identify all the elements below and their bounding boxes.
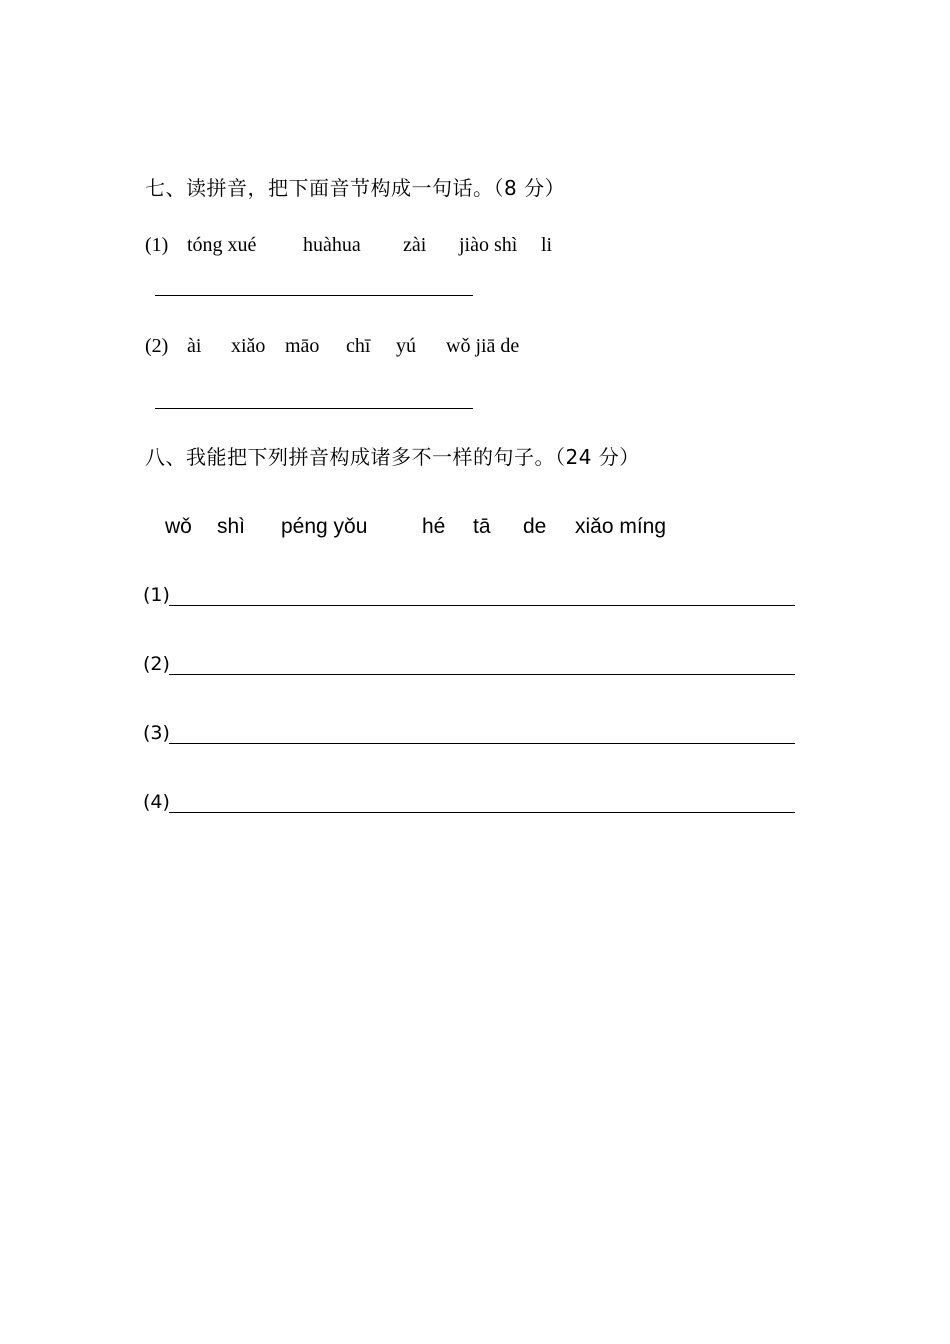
section-7-heading: 七、读拼音，把下面音节构成一句话。（8 分） xyxy=(145,176,566,200)
section-7-item-1 xyxy=(145,233,605,257)
pinyin-word: xiǎo míng xyxy=(575,515,667,538)
answer-line-8-2[interactable] xyxy=(169,674,795,675)
pinyin-word: wǒ jiā de xyxy=(446,335,520,357)
pinyin-word: jiào shì xyxy=(459,234,518,256)
answer-line-7-2[interactable] xyxy=(155,408,473,409)
pinyin-word: li xyxy=(541,234,553,256)
pinyin-word: wǒ xyxy=(165,515,192,538)
pinyin-word: péng yǒu xyxy=(281,515,368,538)
pinyin-word: de xyxy=(523,515,547,538)
pinyin-word: huàhua xyxy=(303,234,361,256)
section-8-pinyin-row xyxy=(165,514,725,540)
section-7-item-2 xyxy=(145,334,605,358)
item-label: (2) xyxy=(145,335,169,357)
pinyin-word: yú xyxy=(396,335,416,357)
answer-line-8-4[interactable] xyxy=(169,812,795,813)
pinyin-word: xiǎo xyxy=(231,335,266,357)
pinyin-word: hé xyxy=(422,515,446,538)
answer-line-8-3[interactable] xyxy=(169,743,795,744)
section-8-heading: 八、我能把下列拼音构成诸多不一样的句子。（24 分） xyxy=(145,445,640,469)
item-label: (1) xyxy=(145,234,169,256)
pinyin-word: ài xyxy=(187,335,202,357)
pinyin-word: chī xyxy=(346,335,371,357)
answer-line-8-1[interactable] xyxy=(169,605,795,606)
pinyin-word: tā xyxy=(473,515,491,538)
pinyin-word: māo xyxy=(285,335,320,357)
answer-line-7-1[interactable] xyxy=(155,295,473,296)
pinyin-word: shì xyxy=(217,515,246,538)
answer-label-8-3: (3) xyxy=(143,722,170,744)
pinyin-word: zài xyxy=(403,234,427,256)
pinyin-word: tóng xué xyxy=(187,234,257,256)
answer-label-8-4: (4) xyxy=(143,791,170,813)
answer-label-8-1: (1) xyxy=(143,584,170,606)
answer-label-8-2: (2) xyxy=(143,653,170,675)
